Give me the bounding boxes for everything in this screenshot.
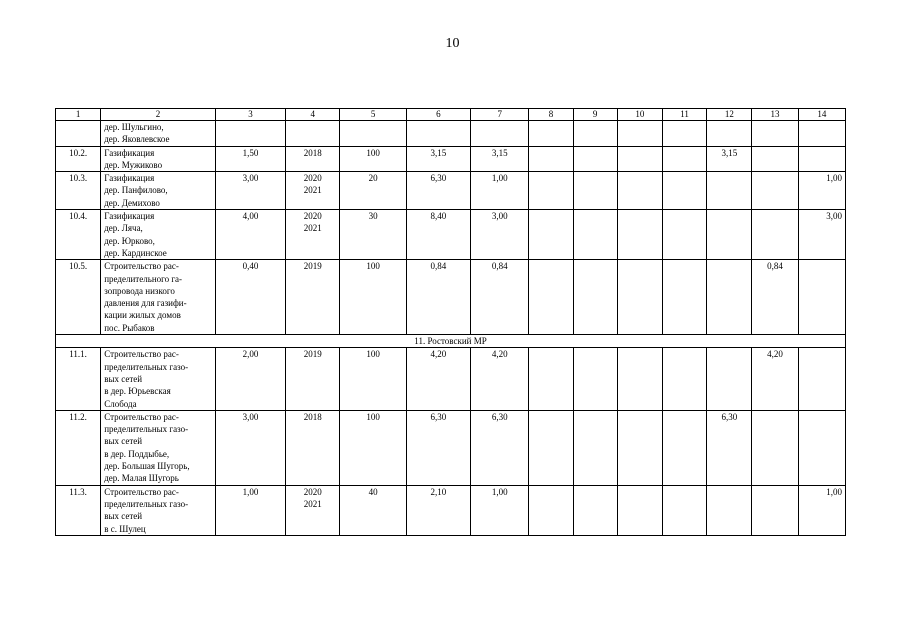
value-cell bbox=[752, 410, 798, 485]
description-cell: Строительство рас- пределительных газо- вых сетей в с. Шулец bbox=[101, 485, 216, 535]
table-row bbox=[56, 348, 846, 410]
table-row bbox=[56, 485, 846, 535]
value-cell: 30 bbox=[340, 210, 406, 260]
value-cell: 4,00 bbox=[215, 210, 285, 260]
value-cell: 2018 bbox=[286, 146, 340, 172]
description-cell: Газификация дер. Мужиково bbox=[101, 146, 216, 172]
value-cell bbox=[662, 485, 706, 535]
value-cell: 3,15 bbox=[471, 146, 529, 172]
value-cell: 1,00 bbox=[215, 485, 285, 535]
value-cell: 1,00 bbox=[798, 172, 845, 210]
header-cell: 6 bbox=[406, 109, 470, 121]
value-cell bbox=[798, 410, 845, 485]
description-cell: Газификация дер. Панфилово, дер. Демихово bbox=[101, 172, 216, 210]
value-cell bbox=[286, 121, 340, 147]
value-cell bbox=[617, 146, 662, 172]
value-cell bbox=[617, 485, 662, 535]
value-cell bbox=[573, 146, 617, 172]
value-cell bbox=[573, 121, 617, 147]
value-cell bbox=[529, 121, 573, 147]
value-cell: 3,15 bbox=[707, 146, 752, 172]
header-cell: 13 bbox=[752, 109, 798, 121]
value-cell bbox=[406, 121, 470, 147]
header-cell: 10 bbox=[617, 109, 662, 121]
row-number-cell: 11.2. bbox=[56, 410, 101, 485]
value-cell: 1,00 bbox=[471, 485, 529, 535]
value-cell: 6,30 bbox=[471, 410, 529, 485]
value-cell bbox=[617, 172, 662, 210]
value-cell bbox=[662, 410, 706, 485]
value-cell bbox=[529, 410, 573, 485]
value-cell: 100 bbox=[340, 348, 406, 410]
value-cell bbox=[707, 210, 752, 260]
header-row bbox=[56, 109, 846, 121]
value-cell bbox=[798, 260, 845, 335]
value-cell bbox=[752, 210, 798, 260]
data-table bbox=[55, 108, 846, 536]
value-cell bbox=[662, 172, 706, 210]
value-cell bbox=[617, 260, 662, 335]
value-cell bbox=[573, 485, 617, 535]
value-cell: 2020 2021 bbox=[286, 210, 340, 260]
value-cell: 100 bbox=[340, 146, 406, 172]
description-cell: Строительство рас- пределительных газо- вых сетей в дер. Юрьевская Слобода bbox=[101, 348, 216, 410]
row-number-cell: 11.1. bbox=[56, 348, 101, 410]
value-cell: 2018 bbox=[286, 410, 340, 485]
value-cell: 100 bbox=[340, 410, 406, 485]
value-cell: 2,10 bbox=[406, 485, 470, 535]
value-cell: 3,00 bbox=[471, 210, 529, 260]
value-cell bbox=[529, 210, 573, 260]
header-cell: 4 bbox=[286, 109, 340, 121]
value-cell bbox=[662, 210, 706, 260]
value-cell: 2020 2021 bbox=[286, 485, 340, 535]
value-cell: 4,20 bbox=[752, 348, 798, 410]
value-cell: 0,84 bbox=[471, 260, 529, 335]
row-number-cell bbox=[56, 121, 101, 147]
value-cell: 2020 2021 bbox=[286, 172, 340, 210]
table-row bbox=[56, 121, 846, 147]
value-cell bbox=[798, 348, 845, 410]
header-cell: 14 bbox=[798, 109, 845, 121]
header-cell: 11 bbox=[662, 109, 706, 121]
value-cell: 0,84 bbox=[406, 260, 470, 335]
value-cell: 6,30 bbox=[707, 410, 752, 485]
description-cell: Строительство рас- пределительного га- зопровода низкого давления для газифи- кации жилых домов пос. Рыбаков bbox=[101, 260, 216, 335]
value-cell: 6,30 bbox=[406, 172, 470, 210]
row-number-cell: 10.3. bbox=[56, 172, 101, 210]
description-cell: Строительство рас- пределительных газо- вых сетей в дер. Поддыбье, дер. Большая Шугорь, дер. Малая Шугорь bbox=[101, 410, 216, 485]
value-cell bbox=[471, 121, 529, 147]
row-number-cell: 10.4. bbox=[56, 210, 101, 260]
value-cell bbox=[529, 260, 573, 335]
value-cell: 40 bbox=[340, 485, 406, 535]
description-cell: дер. Шульгино, дер. Яковлевское bbox=[101, 121, 216, 147]
header-cell: 1 bbox=[56, 109, 101, 121]
table-row bbox=[56, 410, 846, 485]
value-cell bbox=[617, 121, 662, 147]
value-cell bbox=[662, 121, 706, 147]
value-cell bbox=[340, 121, 406, 147]
header-cell: 7 bbox=[471, 109, 529, 121]
row-number-cell: 10.2. bbox=[56, 146, 101, 172]
table-row bbox=[56, 172, 846, 210]
value-cell: 8,40 bbox=[406, 210, 470, 260]
header-cell: 2 bbox=[101, 109, 216, 121]
value-cell bbox=[662, 348, 706, 410]
value-cell: 3,15 bbox=[406, 146, 470, 172]
description-cell: Газификация дер. Ляча, дер. Юрково, дер. Кардинское bbox=[101, 210, 216, 260]
value-cell bbox=[798, 146, 845, 172]
value-cell bbox=[752, 485, 798, 535]
value-cell: 0,40 bbox=[215, 260, 285, 335]
value-cell bbox=[573, 260, 617, 335]
value-cell bbox=[617, 210, 662, 260]
value-cell bbox=[215, 121, 285, 147]
value-cell bbox=[529, 348, 573, 410]
value-cell: 1,50 bbox=[215, 146, 285, 172]
value-cell: 0,84 bbox=[752, 260, 798, 335]
row-number-cell: 11.3. bbox=[56, 485, 101, 535]
value-cell bbox=[752, 121, 798, 147]
value-cell bbox=[662, 146, 706, 172]
value-cell bbox=[707, 260, 752, 335]
value-cell bbox=[573, 172, 617, 210]
page-number: 10 bbox=[445, 36, 460, 51]
header-cell: 12 bbox=[707, 109, 752, 121]
header-cell: 3 bbox=[215, 109, 285, 121]
value-cell bbox=[529, 485, 573, 535]
value-cell bbox=[662, 260, 706, 335]
header-cell: 8 bbox=[529, 109, 573, 121]
value-cell: 3,00 bbox=[798, 210, 845, 260]
value-cell: 20 bbox=[340, 172, 406, 210]
value-cell bbox=[752, 146, 798, 172]
value-cell bbox=[707, 121, 752, 147]
value-cell: 4,20 bbox=[471, 348, 529, 410]
table-row bbox=[56, 210, 846, 260]
value-cell bbox=[617, 348, 662, 410]
value-cell: 1,00 bbox=[798, 485, 845, 535]
value-cell bbox=[707, 172, 752, 210]
value-cell bbox=[752, 172, 798, 210]
value-cell: 100 bbox=[340, 260, 406, 335]
value-cell: 3,00 bbox=[215, 410, 285, 485]
value-cell bbox=[707, 348, 752, 410]
value-cell: 2019 bbox=[286, 348, 340, 410]
value-cell: 1,00 bbox=[471, 172, 529, 210]
value-cell: 6,30 bbox=[406, 410, 470, 485]
header-cell: 9 bbox=[573, 109, 617, 121]
value-cell bbox=[707, 485, 752, 535]
header-cell: 5 bbox=[340, 109, 406, 121]
value-cell bbox=[529, 146, 573, 172]
value-cell: 2,00 bbox=[215, 348, 285, 410]
value-cell bbox=[529, 172, 573, 210]
value-cell: 2019 bbox=[286, 260, 340, 335]
value-cell bbox=[573, 210, 617, 260]
value-cell bbox=[573, 348, 617, 410]
value-cell bbox=[573, 410, 617, 485]
section-title: 11. Ростовский МР bbox=[56, 335, 846, 348]
value-cell bbox=[617, 410, 662, 485]
value-cell bbox=[798, 121, 845, 147]
value-cell: 4,20 bbox=[406, 348, 470, 410]
table-row bbox=[56, 260, 846, 335]
section-row bbox=[56, 335, 846, 348]
table-row bbox=[56, 146, 846, 172]
row-number-cell: 10.5. bbox=[56, 260, 101, 335]
value-cell: 3,00 bbox=[215, 172, 285, 210]
